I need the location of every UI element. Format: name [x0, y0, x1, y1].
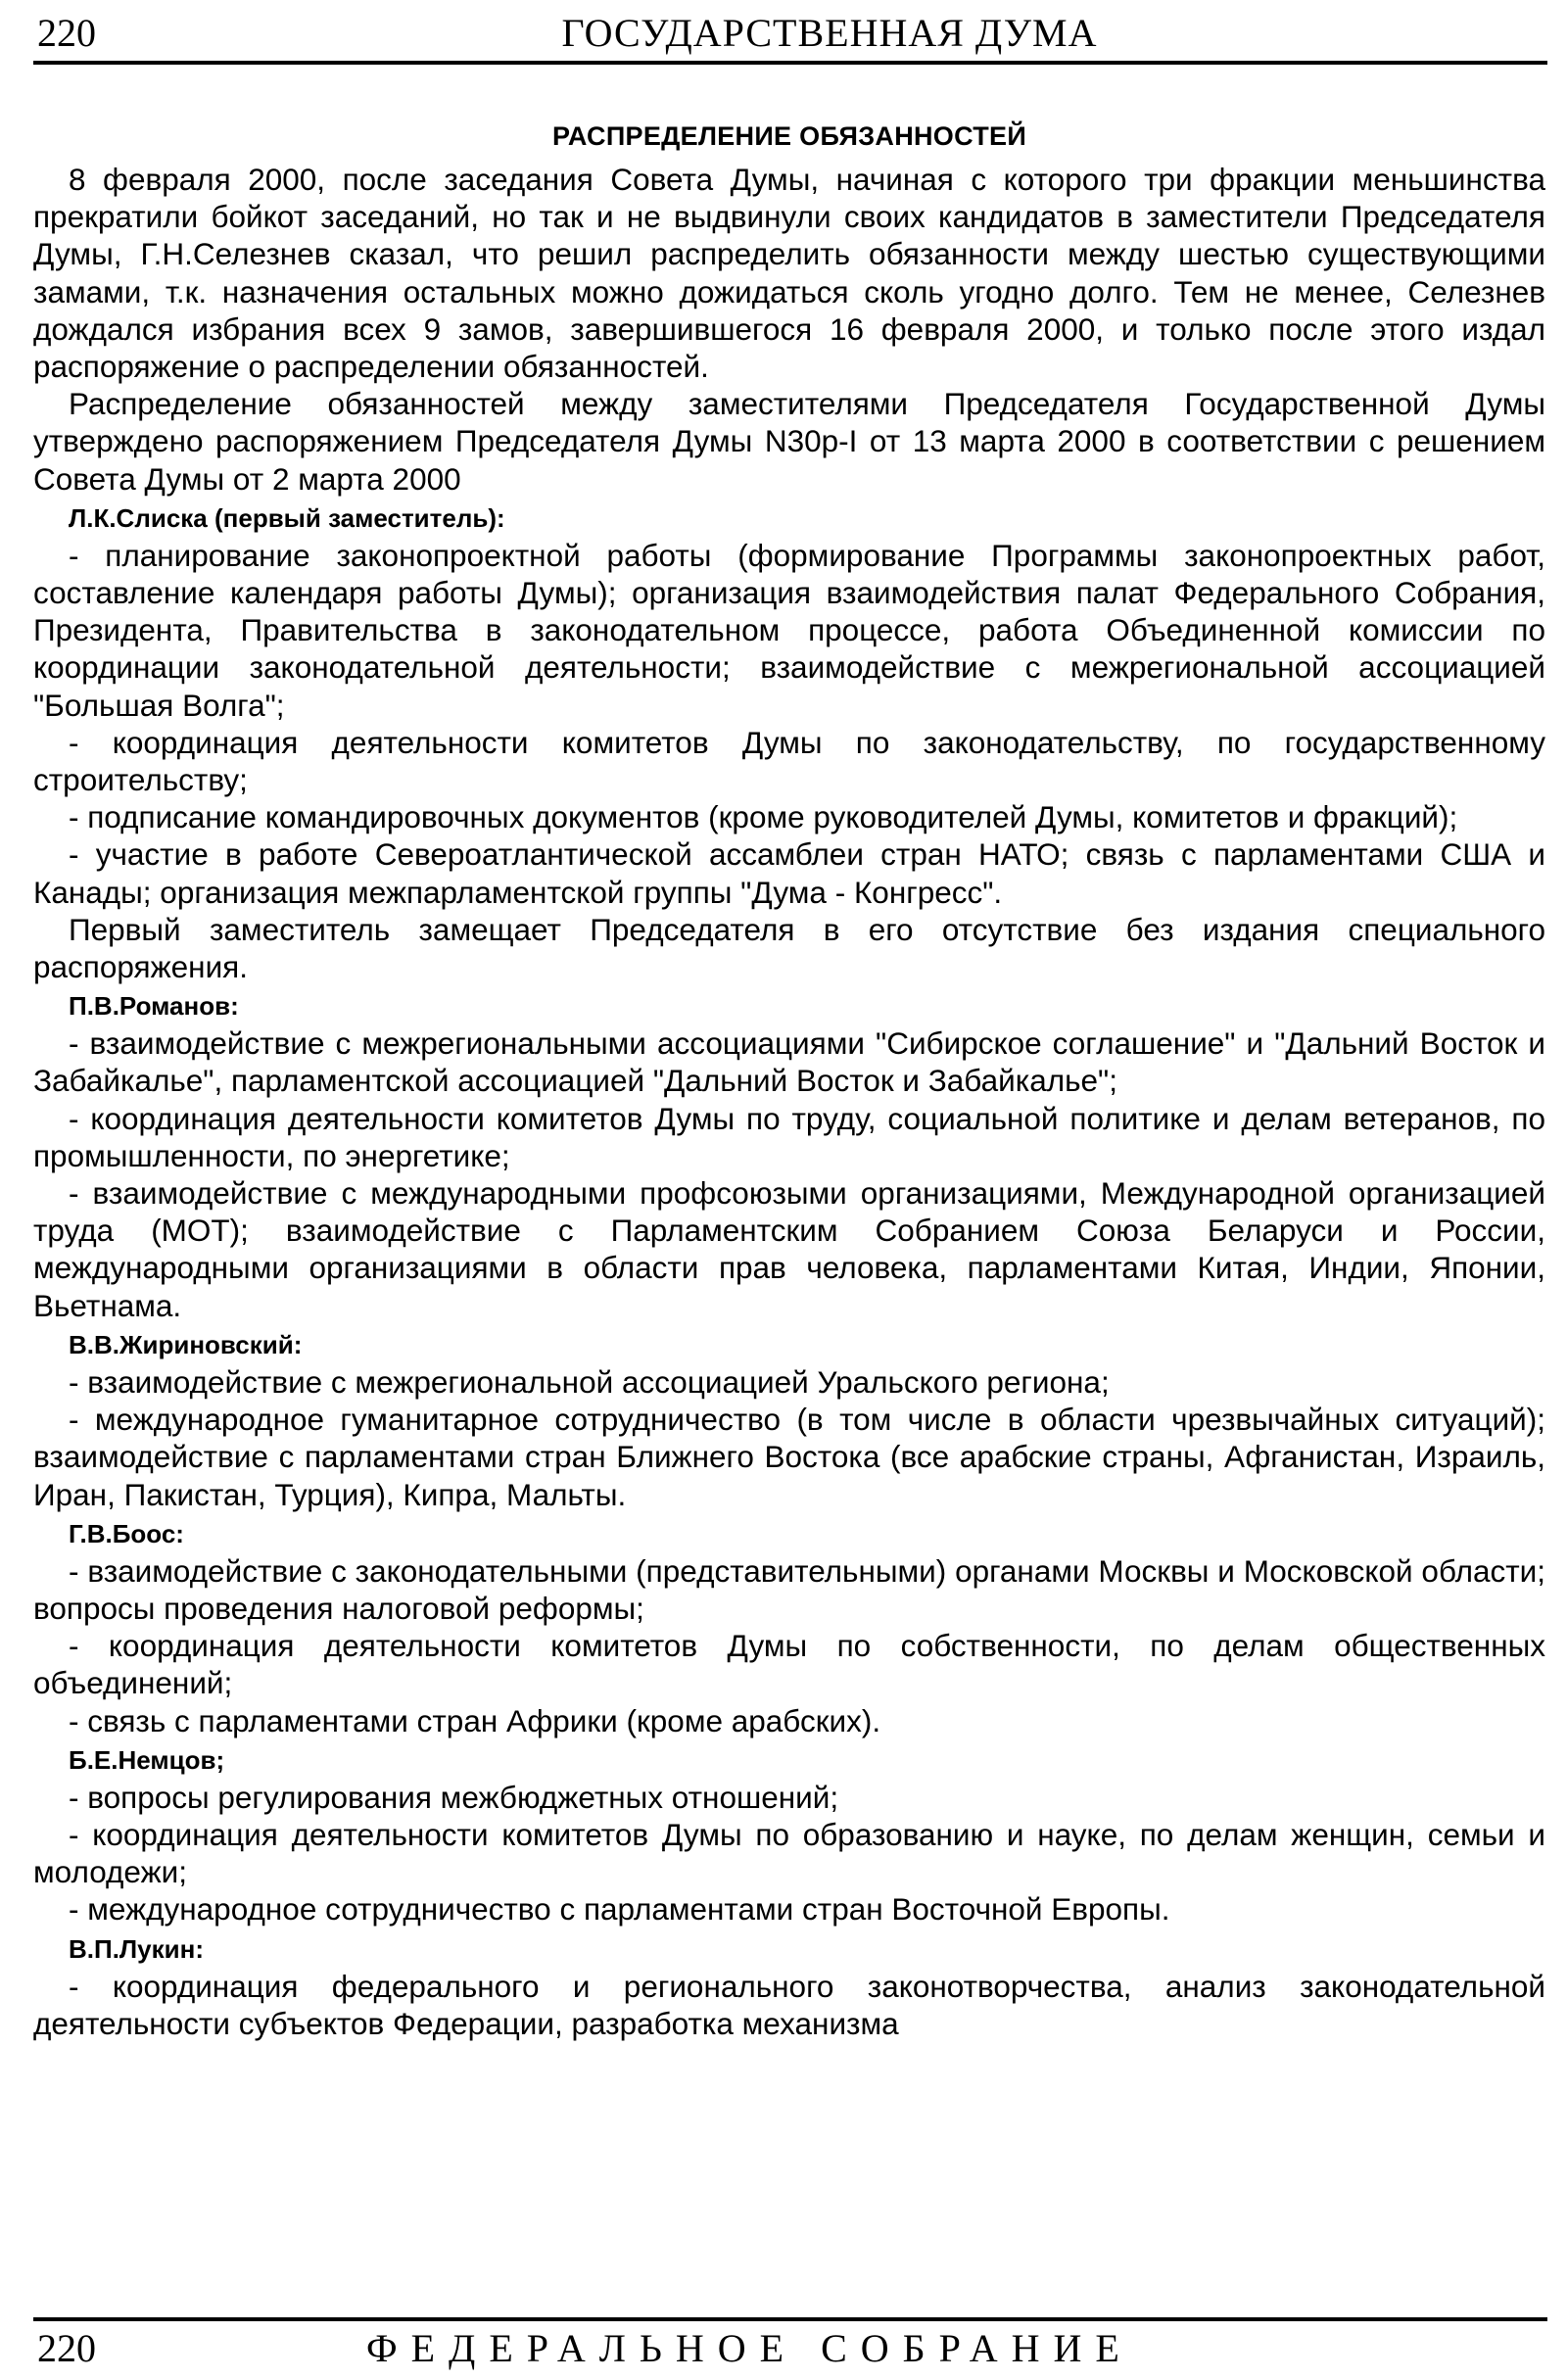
- intro-paragraph: Распределение обязанностей между заместителями Председателя Государственной Думы утверждено распоряжением Председателя Думы N30р-I от 13 марта 2000 в соответствии с решением Совета Думы от 2 марта 2000: [33, 386, 1545, 497]
- duty-item: - взаимодействие с законодательными (представительными) органами Москвы и Московской области; вопросы проведения налоговой реформы;: [33, 1552, 1545, 1626]
- person-note: Первый заместитель замещает Председателя в его отсутствие без издания специального распоряжения.: [33, 911, 1545, 985]
- header-title: ГОСУДАРСТВЕННАЯ ДУМА: [561, 11, 1098, 55]
- duty-item: - взаимодействие с международными профсоюзыми организациями, Международной организацией труда (МОТ); взаимодействие с Парламентским Собранием Союза Беларуси и России, международными организациями в области прав человека, парламентами Китая, Индии, Японии, Вьетнама.: [33, 1175, 1545, 1323]
- duty-item: - координация деятельности комитетов Думы по образованию и науке, по делам женщин, семьи и молодежи;: [33, 1816, 1545, 1890]
- duty-item: - связь с парламентами стран Африки (кроме арабских).: [69, 1702, 881, 1738]
- intro-paragraph: 8 февраля 2000, после заседания Совета Думы, начиная с которого три фракции меньшинства прекратили бойкот заседаний, но так и не выдвинули своих кандидатов в заместители Председателя Думы, Г.Н.Селезнев сказал, что решил распределить обязанности между шестью существующими замами, т.к. назначения остальных можно дожидаться сколь угодно долго. Тем не менее, Селезнев дождался избрания всех 9 замов, завершившегося 16 февраля 2000, и только после этого издал распоряжение о распределении обязанностей.: [33, 162, 1545, 385]
- person-name: П.В.Романов:: [69, 991, 239, 1022]
- duty-item: - координация федерального и регионального законотворчества, анализ законодательной деятельности субъектов Федерации, разработка механизма: [33, 1968, 1545, 2041]
- section-title: РАСПРЕДЕЛЕНИЕ ОБЯЗАННОСТЕЙ: [551, 121, 1027, 151]
- person-name: Г.В.Боос:: [69, 1518, 184, 1548]
- duty-item: - координация деятельности комитетов Думы по законодательству, по государственному строительству;: [33, 724, 1545, 798]
- duty-item: - взаимодействие с межрегиональными ассоциациями "Сибирское соглашение" и "Дальний Восток и Забайкалье", парламентской ассоциацией "Дальний Восток и Забайкалье";: [33, 1025, 1545, 1099]
- duty-item: - подписание командировочных документов (кроме руководителей Думы, комитетов и фракций);: [69, 799, 1458, 835]
- person-name: Л.К.Слиска (первый заместитель):: [69, 502, 505, 533]
- duty-item: - координация деятельности комитетов Думы по собственности, по делам общественных объединений;: [33, 1628, 1545, 1701]
- footer-page-number: 220: [37, 2326, 96, 2370]
- header-page-number: 220: [37, 11, 96, 55]
- page-body: [33, 118, 1545, 2042]
- duty-item: - координация деятельности комитетов Думы по труду, социальной политике и делам ветеранов, по промышленности, по энергетике;: [33, 1100, 1545, 1173]
- duty-item: - планирование законопроектной работы (формирование Программы законопроектных работ, составление календаря работы Думы); организация взаимодействия палат Федерального Собрания, Президента, Правительства в законодательном процессе, работа Объединенной комиссии по координации законодательной деятельности; взаимодействие с межрегиональной ассоциацией "Большая Волга";: [33, 537, 1545, 723]
- footer-title: ФЕДЕРАЛЬНОЕ СОБРАНИЕ: [366, 2326, 1133, 2370]
- duty-item: - вопросы регулирования межбюджетных отношений;: [69, 1779, 839, 1815]
- person-name: В.П.Лукин:: [69, 1933, 204, 1964]
- duty-item: - международное сотрудничество с парламентами стран Восточной Европы.: [69, 1891, 1170, 1928]
- duty-item: - участие в работе Североатлантической ассамблеи стран НАТО; связь с парламентами США и Канады; организация межпарламентской группы "Дума - Конгресс".: [33, 836, 1545, 910]
- page-header: [33, 6, 1547, 65]
- person-name: Б.Е.Немцов;: [69, 1744, 225, 1775]
- duty-item: - международное гуманитарное сотрудничество (в том числе в области чрезвычайных ситуаций); взаимодействие с парламентами стран Ближнего Востока (все арабские страны, Афганистан, Израиль, Иран, Пакистан, Турция), Кипра, Мальты.: [33, 1402, 1545, 1512]
- person-name: В.В.Жириновский:: [69, 1329, 303, 1359]
- duty-item: - взаимодействие с межрегиональной ассоциацией Уральского региона;: [69, 1363, 1110, 1400]
- page-footer: [33, 2317, 1547, 2380]
